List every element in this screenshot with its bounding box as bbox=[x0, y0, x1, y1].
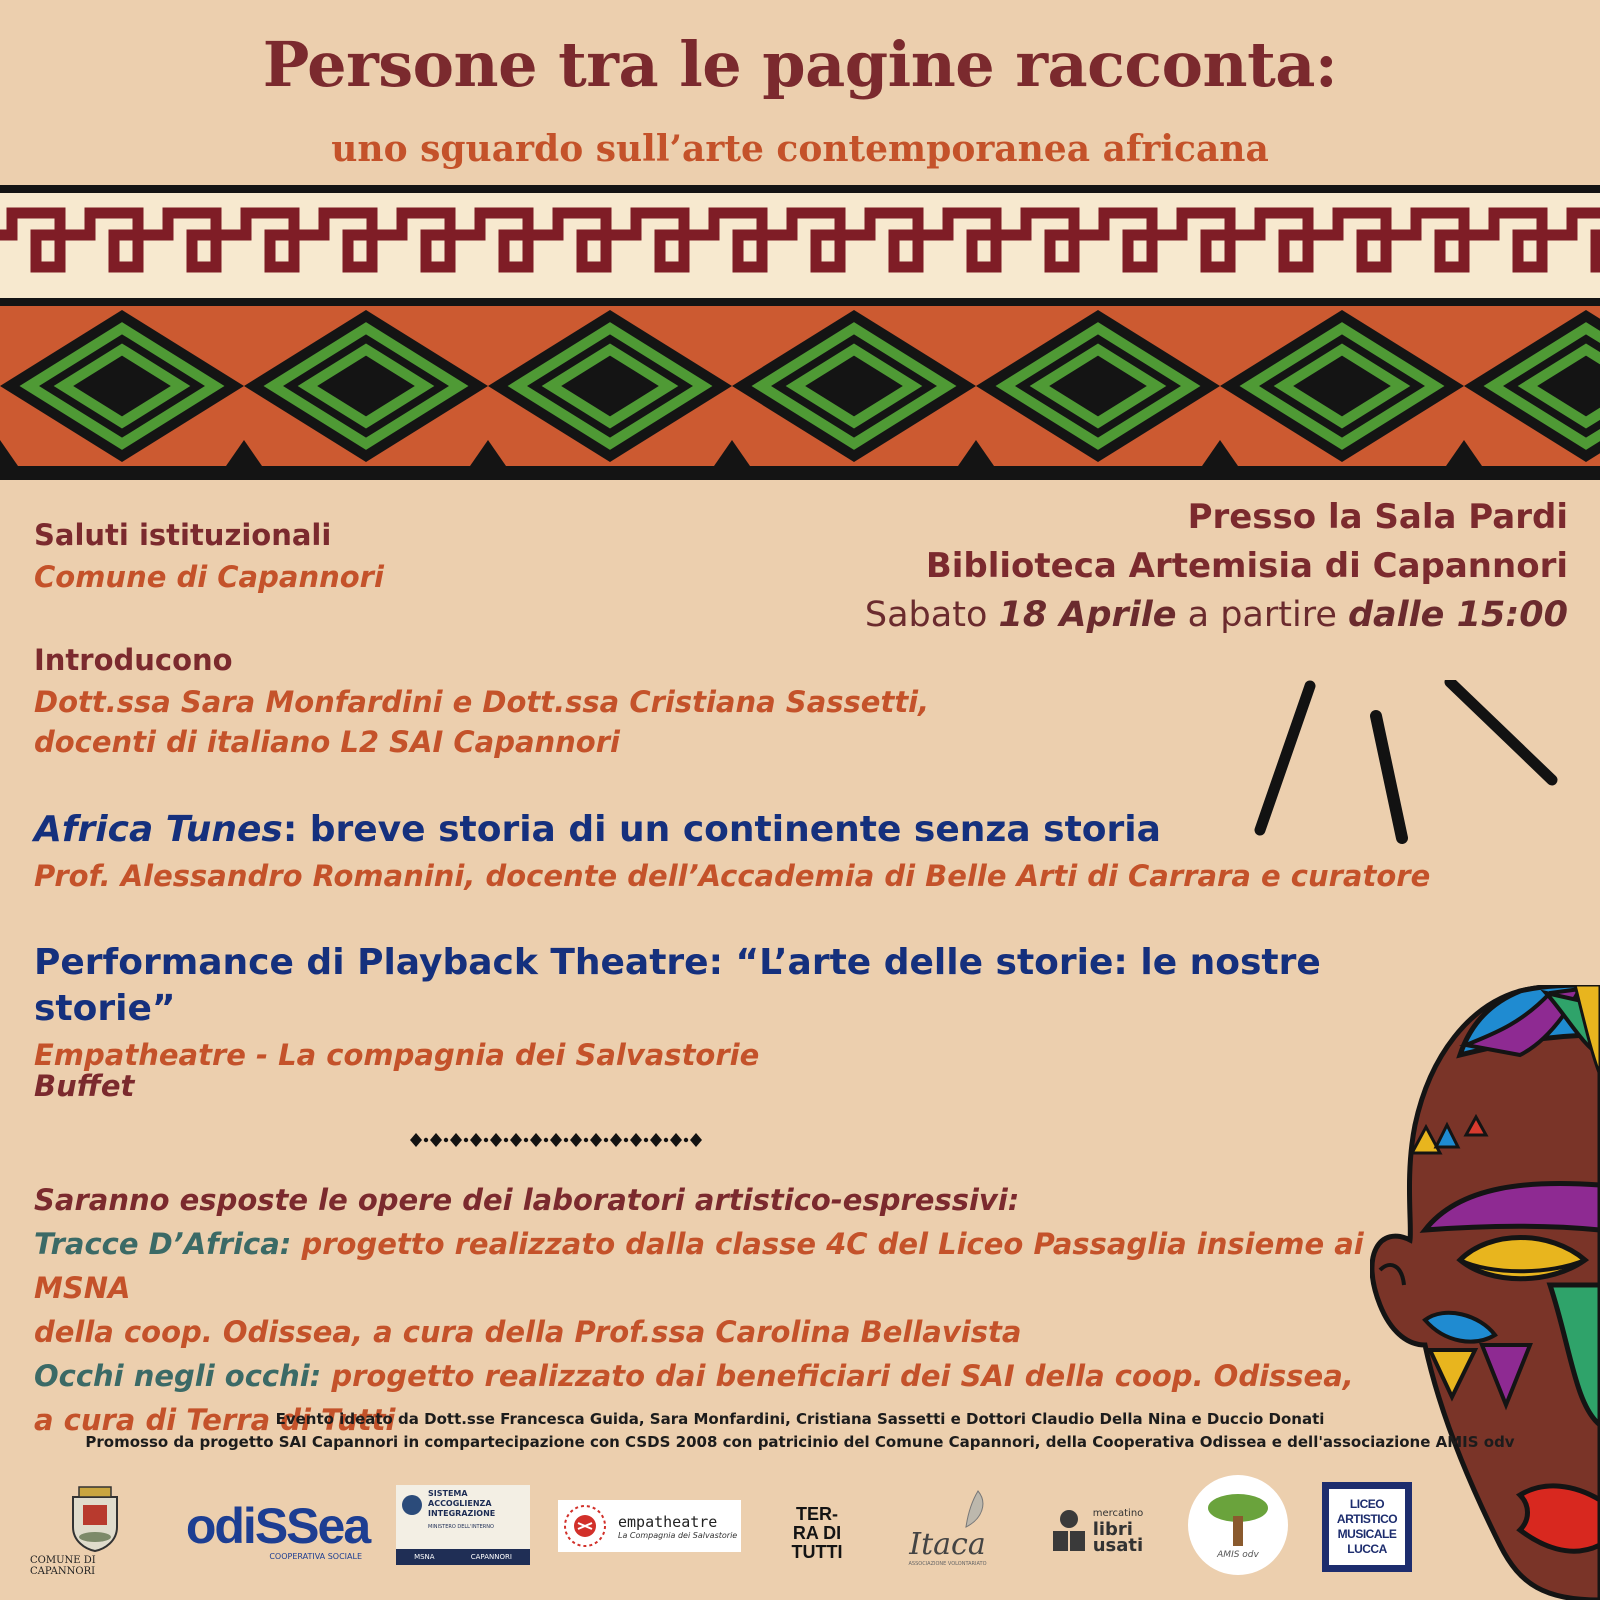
talk-title bbox=[34, 807, 1454, 853]
performance-title: Performance di Playback Theatre: “L’arte delle storie: le nostre storie” bbox=[34, 942, 1321, 1029]
talk-by: Prof. Alessandro Romanini, docente dell’Accademia di Belle Arti di Carrara e curatore bbox=[34, 859, 1431, 893]
exhibit-2-line2: a cura di Terra di Tutti bbox=[34, 1403, 396, 1437]
logo-odissea-sub: COOPERATIVA SOCIALE bbox=[269, 1551, 362, 1561]
logo-itaca bbox=[895, 1480, 1000, 1575]
credits-line1: Evento ideato da Dott.sse Francesca Guida, Sara Monfardini, Cristiana Sassetti e Dottori Claudio Della Nina e Duccio Donati bbox=[275, 1410, 1325, 1428]
sai-bottom-2: CAPANNORI bbox=[470, 1553, 512, 1561]
logo-odissea bbox=[185, 1490, 370, 1570]
itaca-text: Itaca bbox=[909, 1526, 986, 1562]
program-greetings bbox=[34, 516, 1454, 600]
page-subtitle: uno sguardo sull’arte contemporanea africana bbox=[331, 128, 1269, 170]
exhibit-1-desc: progetto realizzato dalla classe 4C del Liceo Passaglia insieme ai MSNA bbox=[34, 1227, 1364, 1305]
logo-liceo bbox=[1322, 1482, 1412, 1572]
mercatino-line1: mercatino bbox=[1092, 1508, 1144, 1519]
logo-comune-text: COMUNE DI CAPANNORI bbox=[30, 1555, 96, 1577]
page-title: Persone tra le pagine racconta: bbox=[262, 28, 1338, 101]
liceo-line1: LICEO bbox=[1349, 1497, 1385, 1511]
diamond-divider bbox=[408, 1130, 708, 1150]
greetings-heading: Saluti istituzionali bbox=[34, 518, 332, 552]
exhibit-1-name: Tracce D’Africa: bbox=[34, 1227, 292, 1261]
date-time: dalle 15:00 bbox=[1348, 595, 1568, 635]
exhibit-2-desc: progetto realizzato dai beneficiari dei SAI della coop. Odissea, bbox=[321, 1359, 1354, 1393]
terra-line1: TER- bbox=[796, 1503, 838, 1524]
exhibit-2-name: Occhi negli occhi: bbox=[34, 1359, 322, 1393]
crest-icon bbox=[65, 1483, 125, 1553]
credits-block bbox=[0, 1408, 1600, 1454]
itaca-sub: ASSOCIAZIONE VOLONTARIATO bbox=[908, 1560, 987, 1567]
terra-line2: RA DI bbox=[792, 1522, 842, 1543]
empatheatre-mark-icon bbox=[562, 1503, 608, 1549]
date-day: 18 Aprile bbox=[998, 595, 1177, 635]
sai-text-2: ACCOGLIENZA bbox=[428, 1499, 492, 1508]
program-buffet bbox=[34, 1067, 1454, 1105]
logo-sai bbox=[396, 1485, 530, 1565]
venue-library: Biblioteca Artemisia di Capannori bbox=[925, 546, 1568, 586]
mercatino-line2: libri bbox=[1092, 1519, 1133, 1540]
exhibits-intro: Saranno esposte le opere dei laboratori artistico-espressivi: bbox=[34, 1183, 1020, 1217]
book-reader-icon bbox=[1049, 1507, 1089, 1553]
sai-bottom-1: MSNA bbox=[414, 1553, 435, 1561]
logo-odissea-text: odiSSea bbox=[185, 1497, 370, 1554]
exhibit-2-line1 bbox=[34, 1354, 1454, 1398]
talk-title-rest: : breve storia di un continente senza storia bbox=[282, 809, 1161, 850]
logo-terra-di-tutti bbox=[776, 1492, 858, 1574]
mercatino-line3: usati bbox=[1092, 1535, 1144, 1556]
sai-mark-icon bbox=[402, 1495, 422, 1515]
sponsor-logos bbox=[0, 1470, 1600, 1590]
sai-ministry: MINISTERO DELL'INTERNO bbox=[428, 1524, 494, 1530]
feather-icon bbox=[958, 1489, 988, 1529]
date-mid: a partire bbox=[1176, 595, 1348, 635]
date-prefix: Sabato bbox=[864, 595, 999, 635]
venue-room: Presso la Sala Pardi bbox=[1187, 497, 1568, 537]
logo-empatheatre bbox=[558, 1500, 741, 1552]
talk-title-italic: Africa Tunes bbox=[34, 809, 283, 850]
liceo-line2: ARTISTICO bbox=[1336, 1512, 1398, 1526]
program-talk bbox=[34, 807, 1454, 899]
empatheatre-text: empatheatre bbox=[618, 1512, 718, 1531]
tree-icon bbox=[1205, 1490, 1271, 1550]
program-intro bbox=[34, 641, 1454, 765]
liceo-line4: LUCCA bbox=[1347, 1542, 1387, 1556]
exhibit-1-line2: della coop. Odissea, a cura della Prof.ssa Carolina Bellavista bbox=[34, 1315, 1022, 1349]
sai-text-3: INTEGRAZIONE bbox=[428, 1509, 496, 1518]
terra-line3: TUTTI bbox=[791, 1541, 843, 1562]
buffet-label: Buffet bbox=[34, 1069, 135, 1103]
intro-by-line1: Dott.ssa Sara Monfardini e Dott.ssa Cristiana Sassetti, bbox=[34, 685, 930, 719]
pattern-band bbox=[0, 185, 1600, 480]
exhibits-block bbox=[34, 1178, 1454, 1442]
performance-by: Empatheatre - La compagnia dei Salvastorie bbox=[34, 1038, 760, 1072]
credits-line2: Promosso da progetto SAI Capannori in compartecipazione con CSDS 2008 con patricinio del Comune Capannori, della Cooperativa Odissea e dell'associazione AMIS odv bbox=[85, 1433, 1515, 1451]
greetings-by: Comune di Capannori bbox=[34, 560, 384, 594]
intro-heading: Introducono bbox=[34, 643, 233, 677]
amis-text: AMIS odv bbox=[1217, 1550, 1259, 1560]
program-performance bbox=[34, 940, 1454, 1078]
exhibit-1-line1 bbox=[34, 1222, 1454, 1310]
logo-amis bbox=[1188, 1475, 1288, 1575]
logo-comune-capannori bbox=[30, 1480, 160, 1580]
logo-mercatino bbox=[1040, 1500, 1152, 1560]
empatheatre-sub: La Compagnia dei Salvastorie bbox=[618, 1530, 738, 1540]
liceo-line3: MUSICALE bbox=[1337, 1527, 1397, 1541]
sai-text-1: SISTEMA bbox=[428, 1489, 468, 1498]
intro-by-line2: docenti di italiano L2 SAI Capannori bbox=[34, 725, 620, 759]
